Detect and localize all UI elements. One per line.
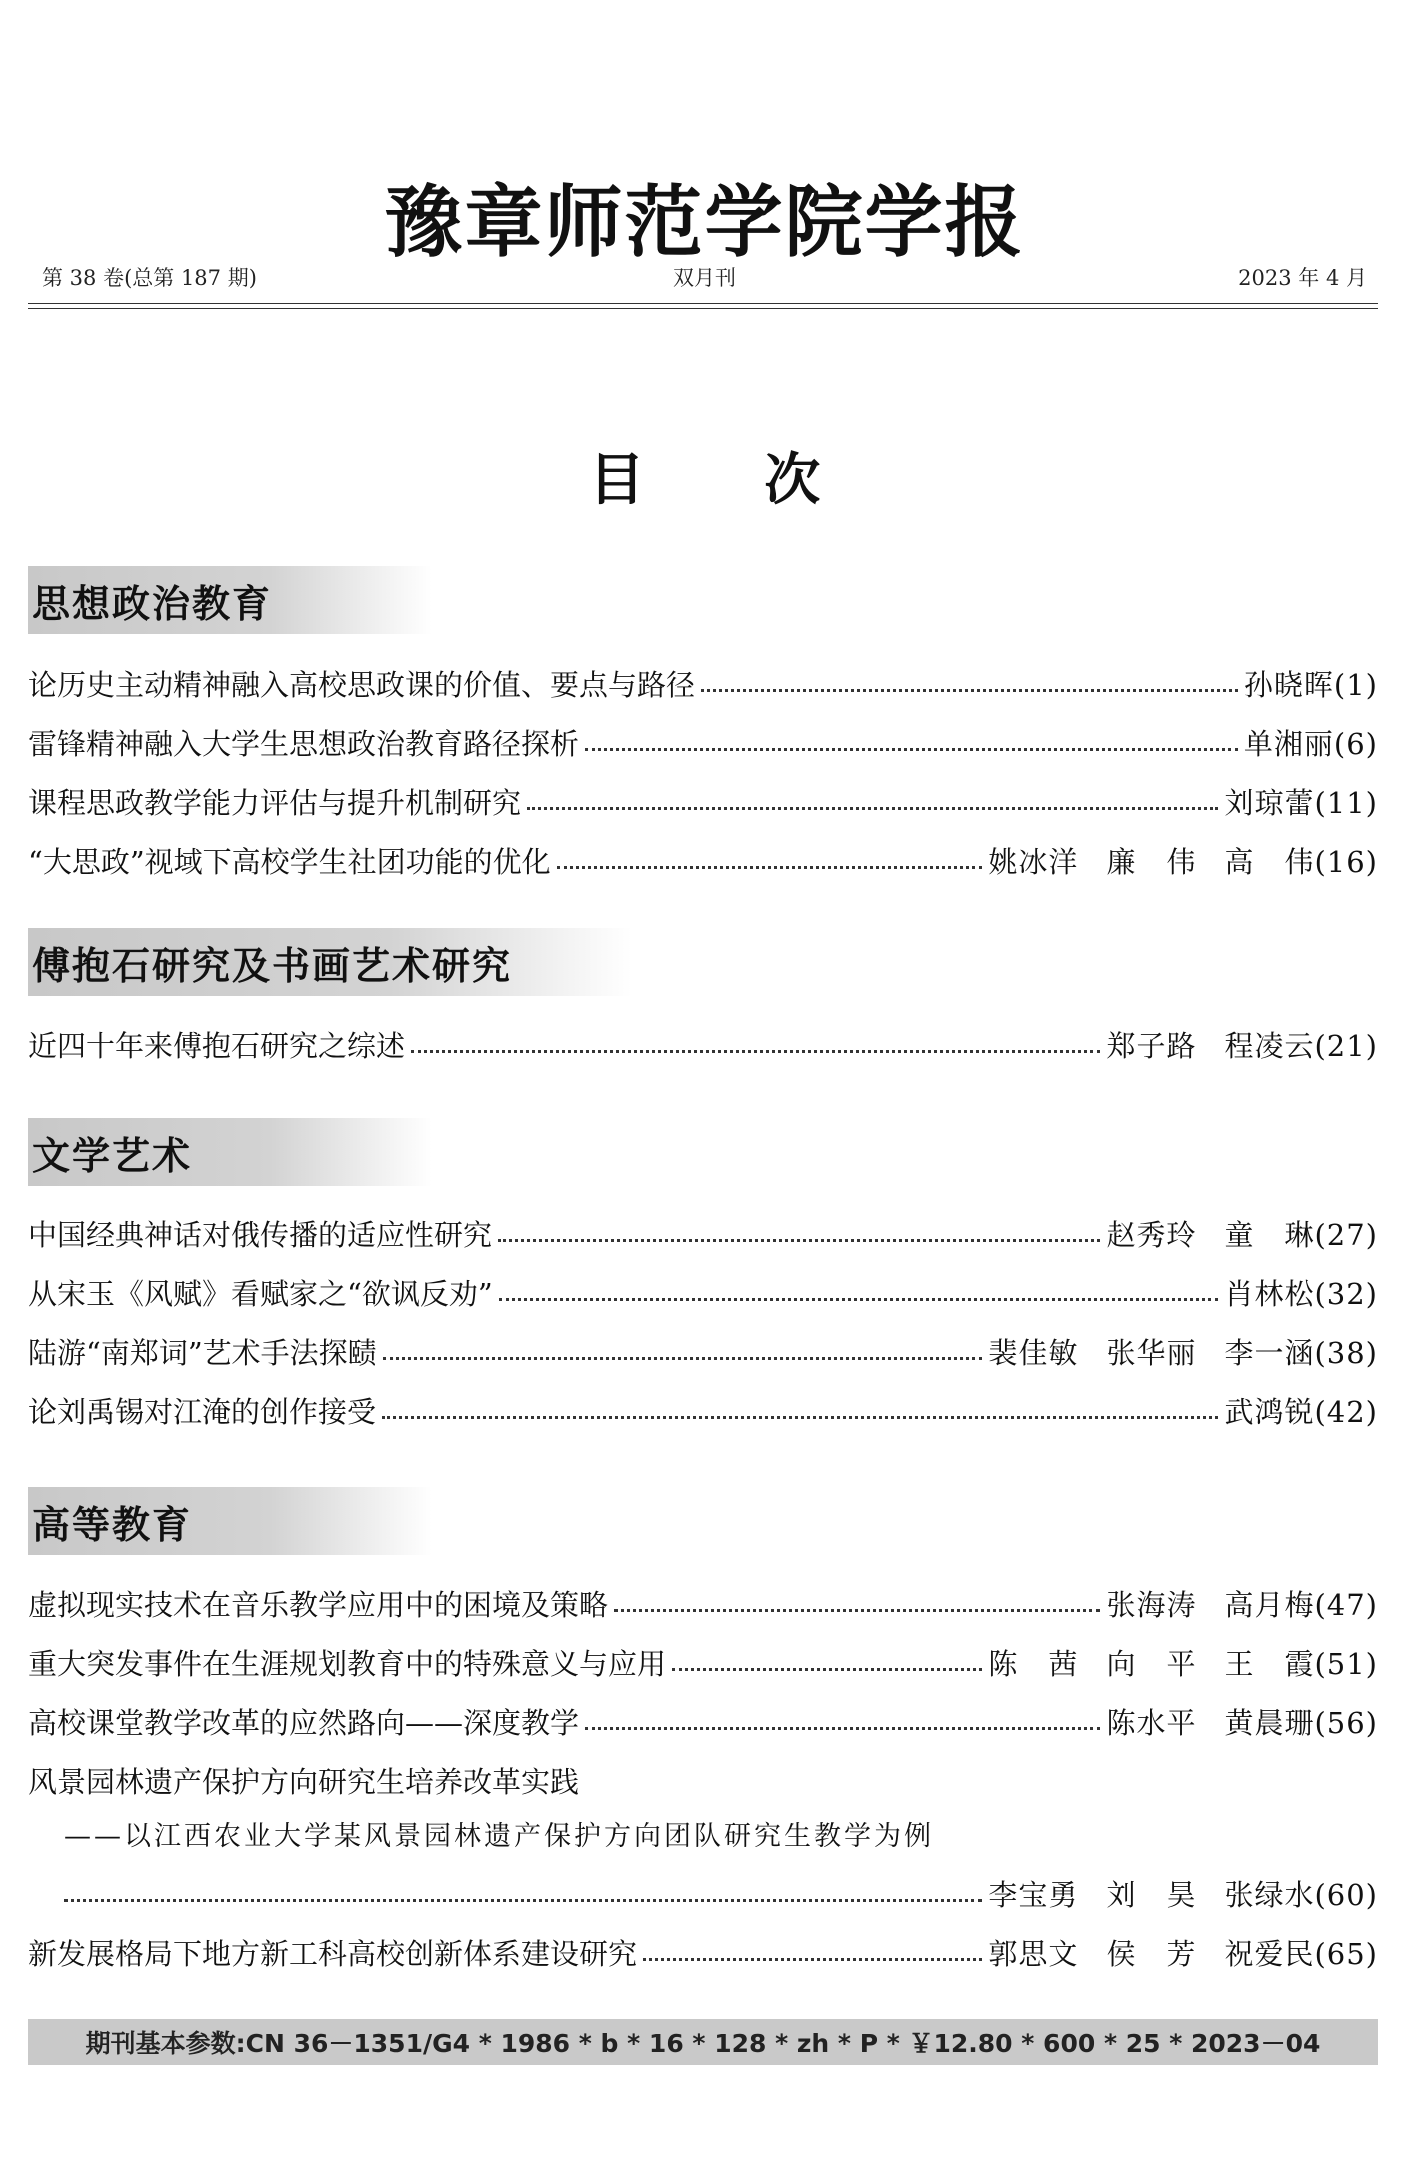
journal-parameters-bar: 期刊基本参数:CN 36－1351/G4 * 1986 * b * 16 * 128 * zh * P * ￥12.80 * 600 * 25 * 2023－04: [28, 2019, 1378, 2065]
author: 李宝勇: [988, 1878, 1079, 1912]
section-heading: 傅抱石研究及书画艺术研究: [28, 928, 632, 996]
author: 姚冰洋: [988, 845, 1079, 879]
author: 赵秀玲: [1106, 1218, 1197, 1252]
page-number: (38): [1314, 1336, 1378, 1370]
toc-entry[interactable]: [28, 1639, 1378, 1683]
page-number: (32): [1314, 1277, 1378, 1311]
page-number: (16): [1314, 845, 1378, 879]
toc-entry[interactable]: [28, 1328, 1378, 1372]
section-heading: 文学艺术: [28, 1118, 432, 1186]
article-title: 雷锋精神融入大学生思想政治教育路径探析: [28, 727, 580, 761]
toc-heading: 目 次: [588, 447, 871, 513]
author: 程凌云: [1224, 1029, 1315, 1063]
leader-dots: [383, 1357, 983, 1360]
journal-title: 豫章师范学院学报: [384, 177, 1025, 268]
page-number: (42): [1314, 1395, 1378, 1429]
article-authors: [1106, 1213, 1378, 1254]
section-heading: 高等教育: [28, 1487, 432, 1555]
frequency: 双月刊: [673, 266, 736, 290]
page-number: (47): [1314, 1588, 1378, 1622]
article-title: 从宋玉《风赋》看赋家之“欲讽反劝”: [28, 1277, 493, 1311]
article-title: 风景园林遗产保护方向研究生培养改革实践: [28, 1765, 580, 1799]
article-authors: [1106, 1701, 1378, 1742]
toc-entry[interactable]: [28, 1210, 1378, 1254]
toc-entry-continued[interactable]: [64, 1870, 1378, 1914]
toc-entry[interactable]: [28, 1387, 1378, 1431]
page-number: (51): [1314, 1647, 1378, 1681]
leader-dots: [614, 1609, 1100, 1612]
author: 陈 茜: [988, 1647, 1079, 1681]
author: 向 平: [1106, 1647, 1197, 1681]
author: 李一涵: [1224, 1336, 1315, 1370]
leader-dots: [585, 748, 1238, 751]
article-authors: [1244, 663, 1378, 704]
article-authors: [1224, 1272, 1378, 1313]
author: 武鸿锐: [1224, 1395, 1315, 1429]
author: 张绿水: [1224, 1878, 1315, 1912]
toc-entry[interactable]: [28, 1580, 1378, 1624]
article-authors: [988, 1932, 1378, 1973]
article-authors: [1106, 1024, 1378, 1065]
article-title: 新发展格局下地方新工科高校创新体系建设研究: [28, 1937, 638, 1971]
article-authors: [988, 1873, 1378, 1914]
author: 张海涛: [1106, 1588, 1197, 1622]
toc-entry[interactable]: [28, 1021, 1378, 1065]
article-title: 虚拟现实技术在音乐教学应用中的困境及策略: [28, 1588, 609, 1622]
article-authors: [988, 1331, 1378, 1372]
author: 祝爱民: [1224, 1937, 1315, 1971]
author: 郭思文: [988, 1937, 1079, 1971]
article-title: 近四十年来傅抱石研究之综述: [28, 1029, 406, 1063]
author: 张华丽: [1106, 1336, 1197, 1370]
article-authors: [1224, 1390, 1378, 1431]
author: 王 霞: [1224, 1647, 1315, 1681]
leader-dots: [382, 1416, 1218, 1419]
article-title: 论历史主动精神融入高校思政课的价值、要点与路径: [28, 668, 696, 702]
author: 童 琳: [1224, 1218, 1315, 1252]
section: [28, 1487, 1378, 1555]
article-title: “大思政”视域下高校学生社团功能的优化: [28, 845, 551, 879]
toc-entry[interactable]: [28, 1929, 1378, 1973]
author: 刘 昊: [1106, 1878, 1197, 1912]
article-title: 重大突发事件在生涯规划教育中的特殊意义与应用: [28, 1647, 667, 1681]
author: 高月梅: [1224, 1588, 1315, 1622]
page-number: (21): [1314, 1029, 1378, 1063]
author: 黄晨珊: [1224, 1706, 1315, 1740]
leader-dots: [527, 807, 1218, 810]
section: [28, 1118, 1378, 1186]
article-authors: [988, 840, 1378, 881]
author: 裴佳敏: [988, 1336, 1079, 1370]
page-number: (65): [1314, 1937, 1378, 1971]
leader-dots: [557, 866, 983, 869]
author: 廉 伟: [1106, 845, 1197, 879]
page-number: (6): [1333, 727, 1378, 761]
article-authors: [1244, 722, 1378, 763]
author: 孙晓晖: [1243, 668, 1334, 702]
article-subtitle: ——以江西农业大学某风景园林遗产保护方向团队研究生教学为例: [64, 1821, 934, 1852]
leader-dots: [498, 1239, 1100, 1242]
article-authors: [1224, 781, 1378, 822]
toc-entry[interactable]: [28, 719, 1378, 763]
author: 刘琼蕾: [1224, 786, 1315, 820]
author: 肖林松: [1224, 1277, 1315, 1311]
toc-entry[interactable]: [28, 778, 1378, 822]
section: [28, 566, 1378, 634]
article-authors: [1106, 1583, 1378, 1624]
page-number: (56): [1314, 1706, 1378, 1740]
article-title: 陆游“南郑词”艺术手法探赜: [28, 1336, 377, 1370]
leader-dots: [643, 1958, 982, 1961]
page-number: (60): [1314, 1878, 1378, 1912]
toc-entry[interactable]: [28, 660, 1378, 704]
article-title: 中国经典神话对俄传播的适应性研究: [28, 1218, 493, 1252]
article-authors: [988, 1642, 1378, 1683]
article-title: 论刘禹锡对江淹的创作接受: [28, 1395, 377, 1429]
toc-entry[interactable]: [28, 837, 1378, 881]
leader-dots: [64, 1899, 982, 1902]
toc-entry[interactable]: [28, 1269, 1378, 1313]
author: 高 伟: [1224, 845, 1315, 879]
page-number: (11): [1314, 786, 1378, 820]
leader-dots: [499, 1298, 1219, 1301]
page-number: (27): [1314, 1218, 1378, 1252]
header-rule: [28, 303, 1378, 304]
volume-info: 第 38 卷(总第 187 期): [42, 266, 257, 290]
author: 陈水平: [1106, 1706, 1197, 1740]
toc-entry[interactable]: [28, 1698, 1378, 1742]
section-heading: 思想政治教育: [28, 566, 432, 634]
leader-dots: [672, 1668, 982, 1671]
page-number: (1): [1333, 668, 1378, 702]
toc-entry[interactable]: [28, 1757, 1378, 1801]
article-title: 高校课堂教学改革的应然路向——深度教学: [28, 1706, 580, 1740]
author: 郑子路: [1106, 1029, 1197, 1063]
leader-dots: [701, 689, 1238, 692]
author: 单湘丽: [1243, 727, 1334, 761]
issue-date: 2023 年 4 月: [1238, 266, 1367, 290]
leader-dots: [585, 1727, 1100, 1730]
header-rule: [28, 308, 1378, 309]
article-title: 课程思政教学能力评估与提升机制研究: [28, 786, 522, 820]
leader-dots: [411, 1050, 1100, 1053]
section: [28, 928, 1378, 996]
author: 侯 芳: [1106, 1937, 1197, 1971]
